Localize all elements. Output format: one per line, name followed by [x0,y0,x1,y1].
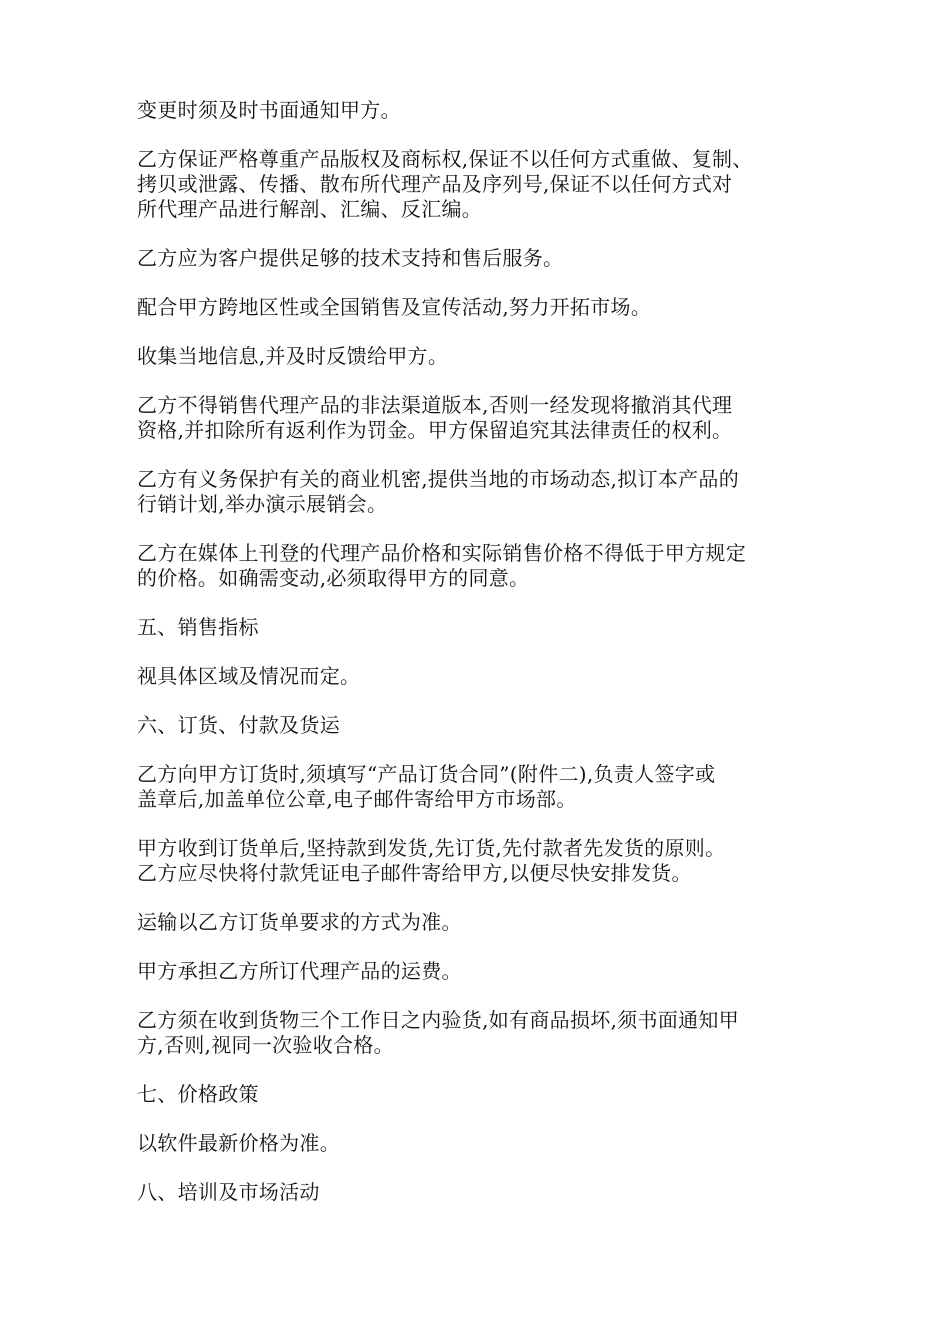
document-body [137,98,827,1229]
paragraph-promotion: 配合甲方跨地区性或全国销售及宣传活动,努力开拓市场。 [137,295,652,319]
paragraph-support: 乙方应为客户提供足够的技术支持和售后服务。 [137,246,564,270]
paragraph-price-policy: 以软件最新价格为准。 [137,1131,340,1155]
section-heading-ordering: 六、订货、付款及货运 [137,713,340,737]
section-heading-price-policy: 七、价格政策 [137,1082,259,1106]
paragraph-transport: 运输以乙方订货单要求的方式为准。 [137,910,462,934]
section-heading-training: 八、培训及市场活动 [137,1180,320,1204]
section-heading-sales-target: 五、销售指标 [137,615,259,639]
paragraph-feedback: 收集当地信息,并及时反馈给甲方。 [137,344,449,368]
paragraph-payment: 甲方收到订货单后,坚持款到发货,先订货,先付款者先发货的原则。 乙方应尽快将付款凭证电子邮件寄给甲方,以便尽快安排发货。 [137,836,726,885]
paragraph-pricing-media: 乙方在媒体上刊登的代理产品价格和实际销售价格不得低于甲方规定 的价格。如确需变动,必须取得甲方的同意。 [137,541,746,590]
paragraph-notify: 变更时须及时书面通知甲方。 [137,98,401,122]
paragraph-freight: 甲方承担乙方所订代理产品的运费。 [137,959,462,983]
paragraph-copyright: 乙方保证严格尊重产品版权及商标权,保证不以任何方式重做、复制、 拷贝或泄露、传播、散布所代理产品及序列号,保证不以任何方式对 所代理产品进行解剖、汇编、反汇编。 [137,147,753,221]
paragraph-order-contract: 乙方向甲方订货时,须填写“产品订货合同”(附件二),负责人签字或 盖章后,加盖单位公章,电子邮件寄给甲方市场部。 [137,762,716,811]
paragraph-illegal-channel: 乙方不得销售代理产品的非法渠道版本,否则一经发现将撤消其代理 资格,并扣除所有返利作为罚金。甲方保留追究其法律责任的权利。 [137,393,733,442]
paragraph-confidentiality: 乙方有义务保护有关的商业机密,提供当地的市场动态,拟订本产品的 行销计划,举办演示展销会。 [137,467,740,516]
paragraph-inspection: 乙方须在收到货物三个工作日之内验货,如有商品损坏,须书面通知甲 方,否则,视同一次验收合格。 [137,1008,740,1057]
paragraph-sales-target: 视具体区域及情况而定。 [137,664,361,688]
